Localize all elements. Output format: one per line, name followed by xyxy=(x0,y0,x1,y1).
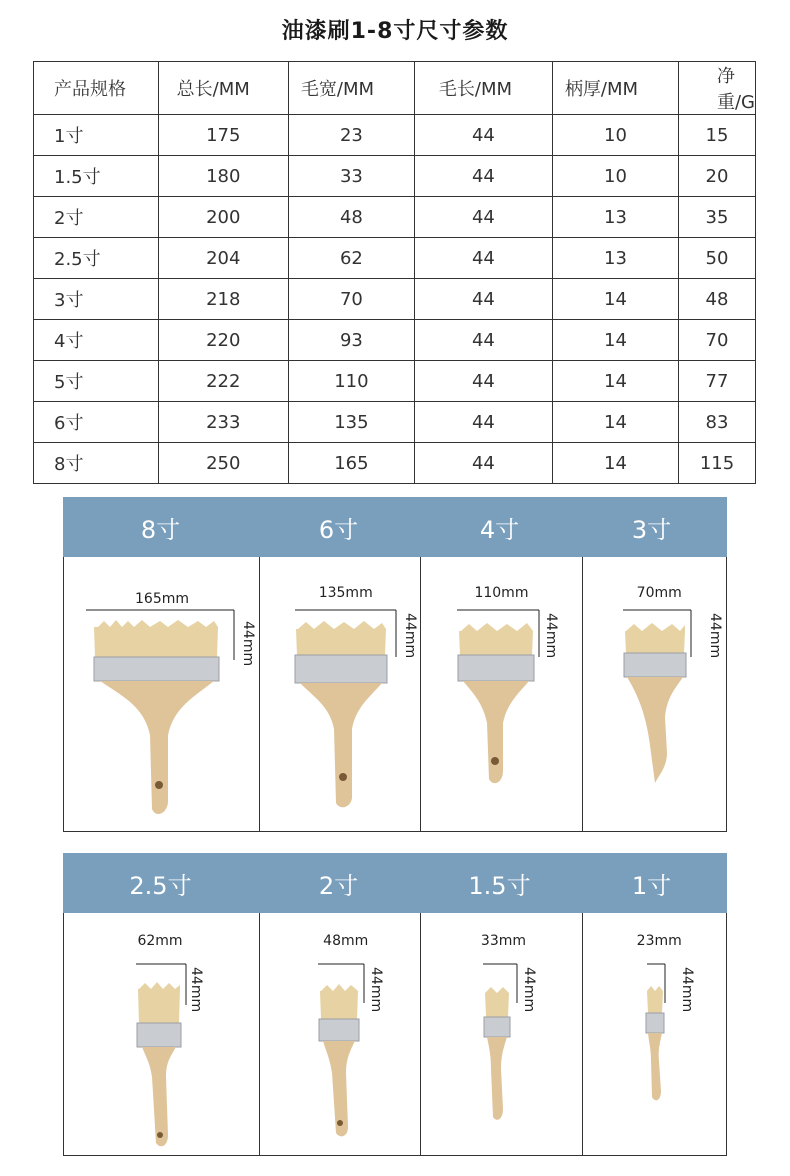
table-cell: 44 xyxy=(414,402,552,443)
grid-header-band xyxy=(63,853,727,913)
table-row xyxy=(34,238,756,279)
table-cell: 250 xyxy=(158,443,288,484)
bristle-width-label: 165mm xyxy=(135,591,189,607)
table-cell: 23 xyxy=(288,115,414,156)
bristle-length-label: 44mm xyxy=(240,621,256,667)
size-label: 8寸 xyxy=(140,515,181,544)
size-label: 3寸 xyxy=(631,515,672,544)
table-cell: 15 xyxy=(678,115,755,156)
table-cell: 13 xyxy=(552,238,678,279)
bristle-length-label: 44mm xyxy=(521,967,538,1013)
brush-cell xyxy=(260,557,422,831)
paint-brush-2-5-image xyxy=(64,913,259,1155)
bristle-width-label: 23mm xyxy=(636,933,682,949)
table-cell: 220 xyxy=(158,320,288,361)
table-cell: 3寸 xyxy=(34,279,159,320)
column-header-bristle-length: 毛长/MM xyxy=(414,62,552,115)
table-cell: 180 xyxy=(158,156,288,197)
column-header-bristle-width: 毛宽/MM xyxy=(288,62,414,115)
bristle-length-label: 44mm xyxy=(707,613,724,659)
table-row xyxy=(34,197,756,238)
bristle-width-label: 62mm xyxy=(137,933,183,949)
brush-grid-top xyxy=(63,497,727,831)
bristle-width-label: 70mm xyxy=(636,585,682,601)
bristle-length-label: 44mm xyxy=(401,613,418,659)
brush-grid-bottom xyxy=(63,853,727,1155)
paint-brush-8-image xyxy=(64,557,259,831)
table-cell: 44 xyxy=(414,115,552,156)
table-cell: 14 xyxy=(552,402,678,443)
table-cell: 10 xyxy=(552,115,678,156)
table-cell: 5寸 xyxy=(34,361,159,402)
table-cell: 200 xyxy=(158,197,288,238)
table-cell: 175 xyxy=(158,115,288,156)
brush-cell xyxy=(421,557,583,831)
grid-body xyxy=(63,557,727,832)
table-cell: 44 xyxy=(414,320,552,361)
table-cell: 70 xyxy=(288,279,414,320)
brush-cell xyxy=(64,913,260,1155)
grid-header-band xyxy=(63,497,727,557)
page-title: 油漆刷1-8寸尺寸参数 xyxy=(281,19,509,44)
table-cell: 14 xyxy=(552,279,678,320)
paint-brush-4-image xyxy=(421,557,582,831)
table-cell: 10 xyxy=(552,156,678,197)
size-label: 1寸 xyxy=(631,871,672,900)
bristle-length-label: 44mm xyxy=(679,967,696,1013)
table-cell: 62 xyxy=(288,238,414,279)
table-cell: 48 xyxy=(678,279,755,320)
table-cell: 6寸 xyxy=(34,402,159,443)
paint-brush-6-image xyxy=(260,557,421,831)
bristle-width-label: 110mm xyxy=(474,585,529,601)
column-header-total-length: 总长/MM xyxy=(158,62,288,115)
table-cell: 115 xyxy=(678,443,755,484)
table-cell: 44 xyxy=(414,156,552,197)
table-cell: 77 xyxy=(678,361,755,402)
paint-brush-1-image xyxy=(583,913,726,1155)
table-cell: 14 xyxy=(552,443,678,484)
table-header-row xyxy=(34,62,756,115)
table-cell: 48 xyxy=(288,197,414,238)
table-cell: 2寸 xyxy=(34,197,159,238)
table-cell: 1.5寸 xyxy=(34,156,159,197)
spec-table xyxy=(33,61,756,484)
brush-cell xyxy=(583,557,726,831)
table-cell: 218 xyxy=(158,279,288,320)
bristle-length-label: 44mm xyxy=(367,967,384,1013)
table-row xyxy=(34,361,756,402)
brush-cell xyxy=(583,913,726,1155)
bristle-width-label: 33mm xyxy=(480,933,526,949)
table-cell: 13 xyxy=(552,197,678,238)
table-cell: 70 xyxy=(678,320,755,361)
table-cell: 8寸 xyxy=(34,443,159,484)
table-cell: 44 xyxy=(414,279,552,320)
table-row xyxy=(34,115,756,156)
table-cell: 33 xyxy=(288,156,414,197)
size-label: 4寸 xyxy=(479,515,520,544)
table-cell: 1寸 xyxy=(34,115,159,156)
table-row xyxy=(34,443,756,484)
table-cell: 4寸 xyxy=(34,320,159,361)
table-cell: 35 xyxy=(678,197,755,238)
column-header-net-weight: 净重/G xyxy=(678,62,755,115)
size-label: 1.5寸 xyxy=(468,871,531,900)
paint-brush-2-image xyxy=(260,913,421,1155)
table-cell: 14 xyxy=(552,361,678,402)
table-cell: 83 xyxy=(678,402,755,443)
table-row xyxy=(34,320,756,361)
table-row xyxy=(34,156,756,197)
table-cell: 44 xyxy=(414,443,552,484)
table-cell: 44 xyxy=(414,361,552,402)
paint-brush-1-5-image xyxy=(421,913,582,1155)
brush-cell xyxy=(64,557,260,831)
table-cell: 233 xyxy=(158,402,288,443)
bristle-width-label: 48mm xyxy=(323,933,369,949)
table-cell: 222 xyxy=(158,361,288,402)
bristle-width-label: 135mm xyxy=(318,585,373,601)
table-cell: 44 xyxy=(414,238,552,279)
table-cell: 2.5寸 xyxy=(34,238,159,279)
bristle-length-label: 44mm xyxy=(543,613,560,659)
table-cell: 110 xyxy=(288,361,414,402)
column-header-spec: 产品规格 xyxy=(34,62,159,115)
table-cell: 44 xyxy=(414,197,552,238)
size-label: 2.5寸 xyxy=(129,871,192,900)
table-cell: 50 xyxy=(678,238,755,279)
size-label: 6寸 xyxy=(318,515,359,544)
table-cell: 165 xyxy=(288,443,414,484)
table-cell: 93 xyxy=(288,320,414,361)
table-cell: 14 xyxy=(552,320,678,361)
table-cell: 20 xyxy=(678,156,755,197)
table-cell: 135 xyxy=(288,402,414,443)
brush-cell xyxy=(421,913,583,1155)
table-row xyxy=(34,402,756,443)
bristle-length-label: 44mm xyxy=(188,967,204,1013)
grid-body xyxy=(63,913,727,1156)
paint-brush-3-image xyxy=(583,557,726,831)
brush-cell xyxy=(260,913,422,1155)
size-label: 2寸 xyxy=(318,871,359,900)
table-cell: 204 xyxy=(158,238,288,279)
table-row xyxy=(34,279,756,320)
column-header-handle-thickness: 柄厚/MM xyxy=(552,62,678,115)
